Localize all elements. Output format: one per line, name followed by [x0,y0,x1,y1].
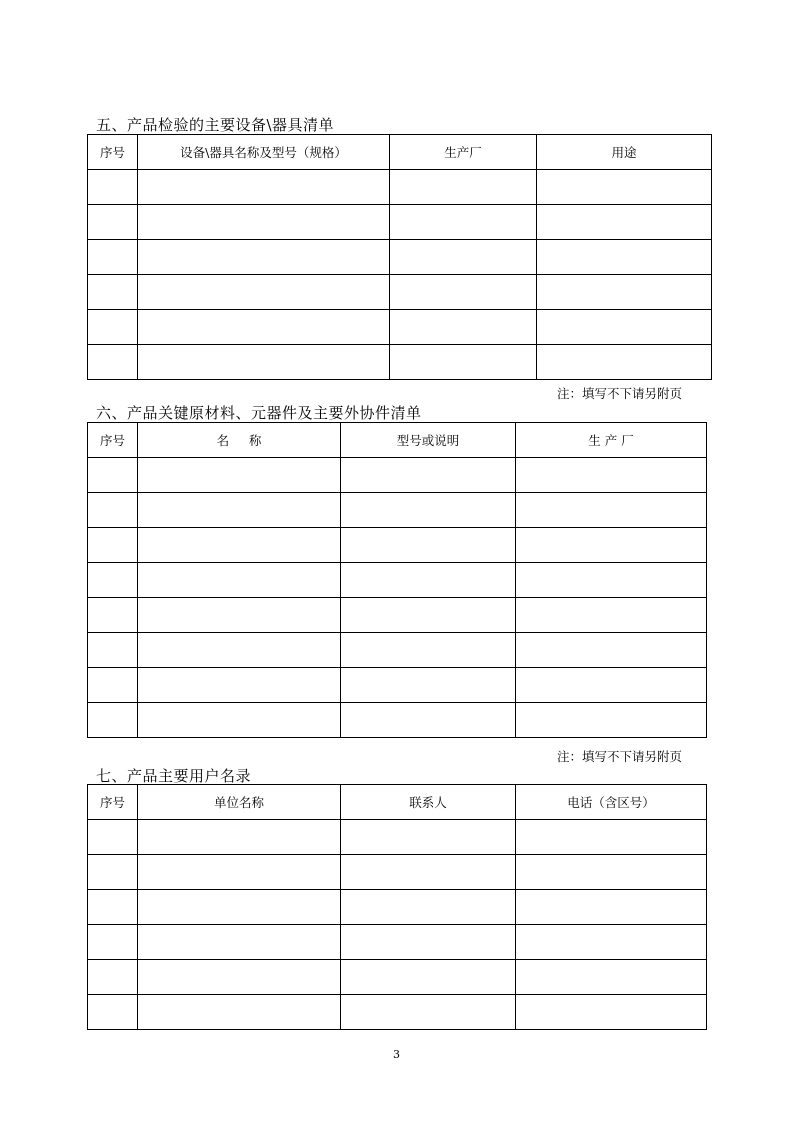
table-cell[interactable] [390,240,537,275]
table-row [88,493,707,528]
header-cell: 序号 [88,785,138,820]
table-cell[interactable] [341,960,516,995]
table-row [88,205,712,240]
table-cell[interactable] [88,820,138,855]
table-cell[interactable] [138,960,341,995]
table-cell[interactable] [88,855,138,890]
table-cell[interactable] [88,458,138,493]
header-cell: 型号或说明 [341,423,516,458]
table-cell[interactable] [516,598,707,633]
table-cell[interactable] [138,995,341,1030]
table-row [88,240,712,275]
table-cell[interactable] [138,205,390,240]
table-cell[interactable] [138,493,341,528]
header-cell: 电话（含区号） [516,785,707,820]
table-cell[interactable] [341,528,516,563]
table-row [88,855,707,890]
table-cell[interactable] [138,703,341,738]
table-cell[interactable] [138,820,341,855]
table-cell[interactable] [341,633,516,668]
table-cell[interactable] [390,170,537,205]
table-row [88,598,707,633]
header-cell: 生 产 厂 [516,423,707,458]
table-cell[interactable] [138,275,390,310]
table-cell[interactable] [516,703,707,738]
table-cell[interactable] [88,890,138,925]
table-cell[interactable] [138,170,390,205]
header-cell: 序号 [88,423,138,458]
table-row [88,310,712,345]
table-cell[interactable] [341,598,516,633]
table-cell[interactable] [138,598,341,633]
table-row [88,668,707,703]
table-row [88,925,707,960]
table-row [88,820,707,855]
users-table [87,784,707,1030]
header-cell: 生产厂 [390,135,537,170]
materials-table [87,422,707,738]
table-row [88,563,707,598]
table-cell[interactable] [88,598,138,633]
table-cell[interactable] [88,960,138,995]
table-cell[interactable] [537,205,712,240]
table-cell[interactable] [88,240,138,275]
table-cell[interactable] [537,310,712,345]
table-row [88,890,707,925]
header-cell: 联系人 [341,785,516,820]
table-cell[interactable] [341,493,516,528]
table-cell[interactable] [138,890,341,925]
table-header-row [88,785,707,820]
table-cell[interactable] [88,925,138,960]
section5-note: 注：填写不下请另附页 [557,386,683,401]
header-cell: 单位名称 [138,785,341,820]
header-cell: 序号 [88,135,138,170]
table-row [88,458,707,493]
table-header-row [88,423,707,458]
table-cell[interactable] [516,925,707,960]
table-cell[interactable] [516,890,707,925]
table-cell[interactable] [88,528,138,563]
table-row [88,170,712,205]
table-cell[interactable] [390,275,537,310]
header-cell: 用途 [537,135,712,170]
equipment-table [87,134,712,380]
table-cell[interactable] [341,855,516,890]
section7-title: 七、产品主要用户名录 [96,767,252,785]
table-header-row [88,135,712,170]
table-cell[interactable] [516,995,707,1030]
table-cell[interactable] [537,345,712,380]
table-cell[interactable] [138,345,390,380]
table-cell[interactable] [341,703,516,738]
table-cell[interactable] [341,458,516,493]
table-cell[interactable] [516,960,707,995]
section5-title: 五、产品检验的主要设备\器具清单 [96,116,335,134]
table-cell[interactable] [88,170,138,205]
table-cell[interactable] [516,855,707,890]
table-cell[interactable] [88,205,138,240]
table-cell[interactable] [138,310,390,345]
table-cell[interactable] [516,633,707,668]
table-cell[interactable] [138,458,341,493]
table-cell[interactable] [516,668,707,703]
table-cell[interactable] [138,240,390,275]
table-row [88,528,707,563]
table-cell[interactable] [341,995,516,1030]
table-row [88,633,707,668]
table-cell[interactable] [138,925,341,960]
table-cell[interactable] [537,240,712,275]
table-cell[interactable] [516,458,707,493]
table-cell[interactable] [341,668,516,703]
table-cell[interactable] [341,925,516,960]
table-cell[interactable] [138,633,341,668]
section6-note: 注：填写不下请另附页 [557,749,683,764]
section6-title: 六、产品关键原材料、元器件及主要外协件清单 [96,404,422,422]
page-number: 3 [393,1048,400,1061]
table-row [88,960,707,995]
table-row [88,275,712,310]
table-cell[interactable] [88,668,138,703]
table-cell[interactable] [341,563,516,598]
header-cell: 名 称 [138,423,341,458]
table-cell[interactable] [88,703,138,738]
table-cell[interactable] [341,890,516,925]
table-cell[interactable] [516,820,707,855]
table-cell[interactable] [390,345,537,380]
table-cell[interactable] [138,528,341,563]
table-cell[interactable] [88,275,138,310]
table-cell[interactable] [88,310,138,345]
table-cell[interactable] [341,820,516,855]
table-cell[interactable] [88,345,138,380]
table-cell[interactable] [516,563,707,598]
table-row [88,995,707,1030]
table-cell[interactable] [138,855,341,890]
table-cell[interactable] [138,668,341,703]
table-cell[interactable] [537,275,712,310]
table-cell[interactable] [516,493,707,528]
table-cell[interactable] [390,205,537,240]
table-cell[interactable] [537,170,712,205]
table-cell[interactable] [88,633,138,668]
table-cell[interactable] [390,310,537,345]
table-row [88,345,712,380]
table-cell[interactable] [88,563,138,598]
table-cell[interactable] [88,995,138,1030]
table-cell[interactable] [516,528,707,563]
table-cell[interactable] [138,563,341,598]
table-row [88,703,707,738]
table-cell[interactable] [88,493,138,528]
header-cell: 设备\器具名称及型号（规格） [138,135,390,170]
